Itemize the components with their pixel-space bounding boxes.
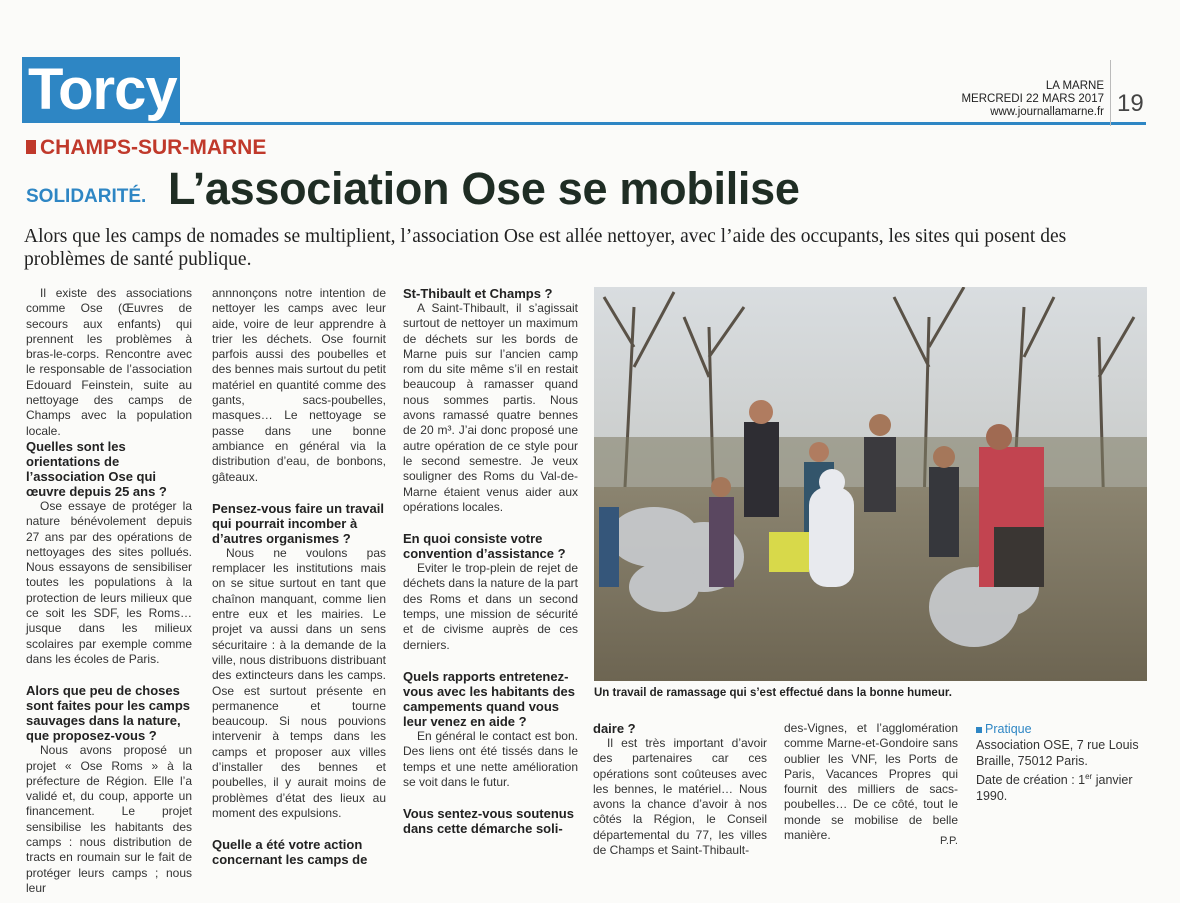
article-column-4 [593, 721, 767, 858]
pratique-address: Association OSE, 7 rue Louis Braille, 75012 Paris. [976, 738, 1139, 768]
article-photo [594, 287, 1147, 681]
pratique-box [976, 721, 1146, 804]
page-separator [1110, 60, 1111, 126]
question: Pensez-vous faire un travail qui pourrait incomber à d’autres organismes ? [212, 500, 384, 546]
answer: En général le contact est bon. Des liens ont été tissés dans le temps et une nette amélioration se voit dans le futur. [403, 728, 578, 789]
question: St-Thibault et Champs ? [403, 286, 553, 301]
article-column-3 [403, 286, 578, 836]
answer: des-Vignes, et l’agglomération comme Marne-et-Gondoire sans oublier les VNF, les Ports de Paris, Vacances Propres qui fournit des milliers de sacs-poubelles… De ce côté, tout le monde se mobilise de belle manière. [784, 721, 958, 843]
answer: Il est très important d’avoir des partenaires car ces opérations sont coûteuses avec les bennes, le matériel… Nous avons la chance d’avoir à nos côtés la Région, le Conseil départemental du 77, les villes de Champs et Saint-Thibault- [593, 736, 767, 858]
question: Quelle a été votre action concernant les camps de [212, 837, 368, 868]
question: Vous sentez-vous soutenus dans cette démarche soli- [403, 806, 574, 837]
lead-paragraph: Alors que les camps de nomades se multiplient, l’association Ose est allée nettoyer, avec l’aide des occupants, les sites qui posent des problèmes de santé publique. [24, 226, 1067, 270]
answer: Nous avons proposé un projet « Ose Roms » à la préfecture de Région. Elle l’a validé et, du coup, apporte un financement. Le projet sensibilise les habitants des camps : nous distribution de tracts en roumain sur le fait de protéger leurs camps ; nous leur [26, 743, 192, 895]
author-signature: P.P. [940, 835, 958, 847]
kicker: SOLIDARITÉ. [26, 186, 147, 207]
answer: Eviter le trop-plein de rejet de déchets dans la nature de la part des Roms et dans un second temps, une mission de sécurité et de civisme auprès de ces derniers. [403, 561, 578, 652]
masthead-logo: Torcy [22, 57, 180, 123]
question: En quoi consiste votre convention d’assistance ? [403, 531, 566, 562]
pratique-creation-date: Date de création : 1er janvier 1990. [976, 772, 1133, 804]
answer: Nous ne voulons pas remplacer les institutions mais on se situe surtout en tant que chaînon manquant, comme lien entre eux et les mairies. Le projet va aussi dans un sens sécuritaire : à la demande de la ville, nous distribuons distribuant des extincteurs dans les camps. Ose est surtout présente en permanence et tourne beaucoup. Si nous pouvions intervenir à temps dans les camps et proposer aux villes d’installer des bennes et poubelles, il y aurait moins de problèmes d’état des lieux au moment des expulsions. [212, 545, 386, 820]
section-label: CHAMPS-SUR-MARNE [40, 136, 267, 159]
header-info [961, 80, 1104, 119]
website-link[interactable]: www.journallamarne.fr [990, 106, 1104, 118]
article-column-2 [212, 286, 386, 867]
intro-paragraph: Il existe des associations comme Ose (Œuvres de secours aux enfants) qui prennent les problèmes à bras-le-corps. Rencontre avec le responsable de l’association Edouard Feinstein, suite au nettoyage des camps de Champs avec la population locale. [26, 286, 192, 438]
issue-date: MERCREDI 22 MARS 2017 [961, 93, 1104, 105]
question: Alors que peu de choses sont faites pour les camps sauvages dans la nature, que proposez-vous ? [26, 683, 190, 744]
pratique-square-icon [976, 727, 982, 733]
header-rule [180, 122, 1146, 125]
answer: Ose essaye de protéger la nature bénévolement depuis 27 ans par des opérations de nettoyages des sites pollués. Nous essayons de sensibiliser toutes les populations à la protection de leurs milieux que ce soit les SDF, les Roms… jusque dans les milieux scolaires par exemple comme dans les écoles de Paris. [26, 498, 192, 666]
pratique-title: Pratique [976, 721, 1146, 737]
photo-caption: Un travail de ramassage qui s’est effectué dans la bonne humeur. [594, 687, 952, 699]
article-column-5 [784, 721, 958, 843]
paper-name: LA MARNE [1045, 80, 1104, 92]
question: Quels rapports entretenez-vous avec les habitants des campements quand vous leur venez en aide ? [403, 668, 575, 729]
headline: L’association Ose se mobilise [168, 163, 800, 214]
answer: A Saint-Thibault, il s’agissait surtout de nettoyer un maximum de déchets sur les bords de Marne puis sur l’ancien camp rom du site même s’il en restait beaucoup à ramasser quand nous sommes partis. Nous avons ramassé quatre bennes de 20 m³. J’ai donc proposé une autre opération de ce style pour le second semestre. Je veux souligner des Roms du Val-de-Marne étaient venus aider aux opérations locales. [403, 301, 578, 514]
answer: annnonçons notre intention de nettoyer les camps avec leur aide, voire de leur apprendre à trier les déchets. Ose fournit parfois aussi des poubelles et des bennes mais surtout du petit matériel en quantité comme des gants, sacs-poubelles, masques… Le nettoyage se passe dans une bonne ambiance en général via la distribution d’eau, de bonbons, gâteaux. [212, 286, 386, 484]
article-column-1 [26, 286, 192, 896]
question: daire ? [593, 721, 636, 736]
page-number: 19 [1117, 90, 1144, 117]
question: Quelles sont les orientations de l’association Ose qui œuvre depuis 25 ans ? [26, 438, 167, 499]
photo-illustration [594, 287, 1147, 681]
